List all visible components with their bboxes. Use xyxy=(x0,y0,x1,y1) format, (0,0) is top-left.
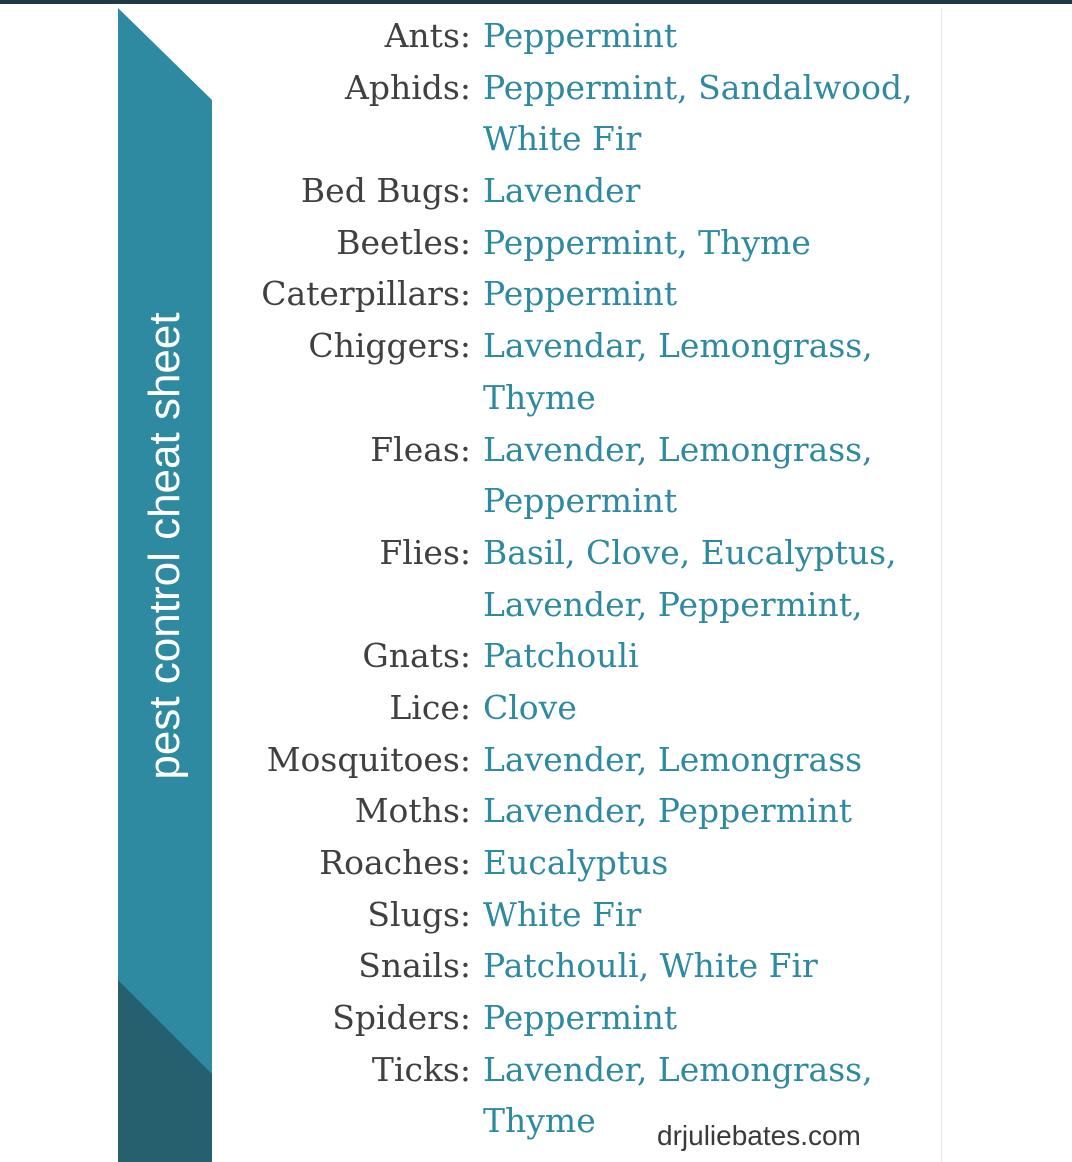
list-item xyxy=(0,113,1072,165)
oil-list: Lavender, Lemongrass, xyxy=(483,1049,873,1089)
list-item xyxy=(0,837,1072,889)
list-item xyxy=(0,527,1072,579)
oil-list: Patchouli, White Fir xyxy=(483,946,818,986)
pest-name: Mosquitoes: xyxy=(266,739,471,779)
pest-name: Spiders: xyxy=(332,998,471,1038)
credit-text: drjuliebates.com xyxy=(657,1120,861,1151)
list-item xyxy=(0,1095,1072,1147)
pest-name: Aphids: xyxy=(345,67,471,107)
oil-list: White Fir xyxy=(483,119,642,159)
list-item xyxy=(0,785,1072,837)
oil-list: Lavender, Lemongrass xyxy=(483,739,863,779)
oil-list: Lavender, Peppermint xyxy=(483,791,852,831)
pest-name: Beetles: xyxy=(336,222,471,262)
list-item xyxy=(0,992,1072,1044)
oil-list: Peppermint xyxy=(483,274,678,314)
list-item xyxy=(0,165,1072,217)
pest-name: Chiggers: xyxy=(308,326,471,366)
list-item xyxy=(0,10,1072,62)
list-item xyxy=(0,62,1072,114)
list-item xyxy=(0,217,1072,269)
sheet-title: pest control cheat sheet xyxy=(140,312,189,780)
oil-list: Peppermint xyxy=(483,16,678,55)
pest-name: Caterpillars: xyxy=(261,274,471,314)
pest-name: Lice: xyxy=(389,687,471,727)
list-item xyxy=(0,320,1072,372)
list-item xyxy=(0,682,1072,734)
oil-list: Eucalyptus xyxy=(483,843,669,882)
pest-name: Roaches: xyxy=(319,843,471,882)
oil-list: Lavender, Peppermint, xyxy=(483,584,863,624)
list-item xyxy=(0,940,1072,992)
pest-name: Gnats: xyxy=(362,636,471,676)
oil-list: Thyme xyxy=(483,1101,596,1141)
list-item xyxy=(0,424,1072,476)
list-item xyxy=(0,268,1072,320)
list-item xyxy=(0,630,1072,682)
pest-name: Snails: xyxy=(358,946,471,986)
list-item xyxy=(0,372,1072,424)
list-item xyxy=(0,475,1072,527)
pest-name: Fleas: xyxy=(370,429,471,469)
oil-list: Basil, Clove, Eucalyptus, xyxy=(483,532,897,572)
top-bar xyxy=(0,0,1072,4)
pest-name: Ticks: xyxy=(371,1049,471,1089)
oil-list: White Fir xyxy=(483,894,642,934)
list-item xyxy=(0,889,1072,941)
oil-list: Lavender, Lemongrass, xyxy=(483,429,873,469)
oil-list: Thyme xyxy=(483,377,596,417)
oil-list: Peppermint xyxy=(483,481,678,521)
oil-list: Peppermint, Sandalwood, xyxy=(483,67,913,107)
pest-name: Flies: xyxy=(379,532,471,572)
pest-list xyxy=(0,10,1072,1147)
oil-list: Clove xyxy=(483,687,577,727)
oil-list: Lavendar, Lemongrass, xyxy=(483,326,873,366)
oil-list: Peppermint, Thyme xyxy=(483,222,811,262)
list-item xyxy=(0,1044,1072,1096)
pest-name: Bed Bugs: xyxy=(300,171,471,211)
list-item xyxy=(0,579,1072,631)
oil-list: Patchouli xyxy=(483,636,639,676)
pest-name: Ants: xyxy=(384,16,471,55)
pest-name: Moths: xyxy=(354,791,471,831)
pest-name: Slugs: xyxy=(367,894,471,934)
list-item xyxy=(0,734,1072,786)
oil-list: Lavender xyxy=(483,171,641,211)
oil-list: Peppermint xyxy=(483,998,678,1038)
